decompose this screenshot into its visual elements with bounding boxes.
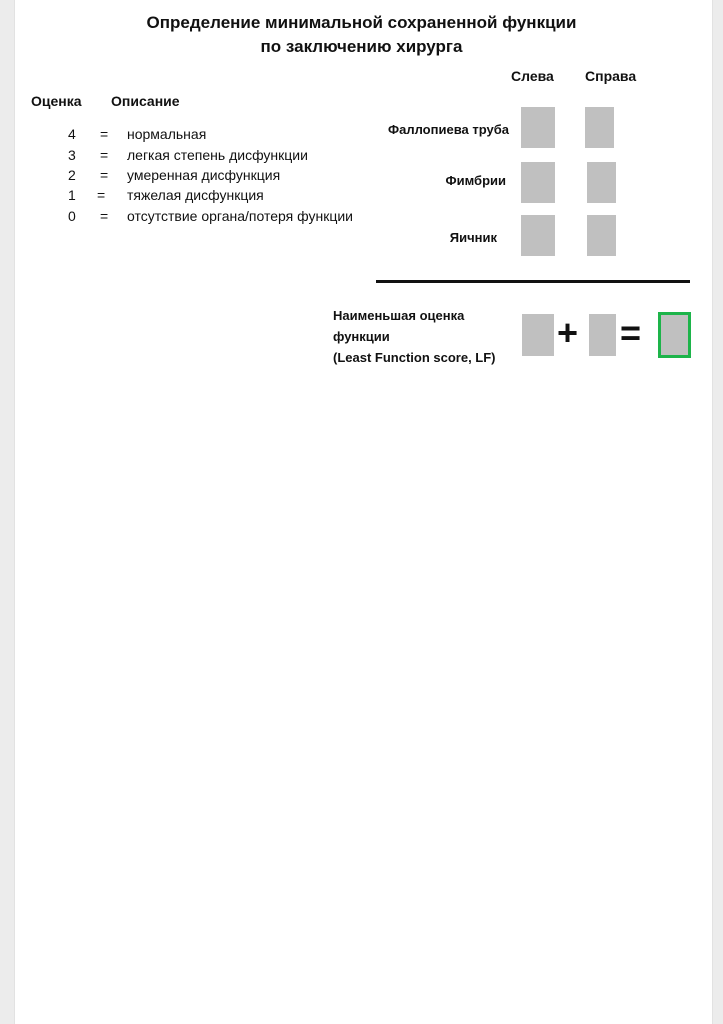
legend-equals: = xyxy=(97,187,106,203)
legend-description: нормальная xyxy=(127,126,207,142)
legend-description-header: Описание xyxy=(111,93,180,109)
legend-score-header: Оценка xyxy=(31,93,82,109)
legend-score: 1 xyxy=(68,187,76,203)
equals-sign: = xyxy=(620,312,642,353)
score-box-ovary-left[interactable] xyxy=(521,215,555,256)
column-header-left: Слева xyxy=(511,68,554,84)
legend-score: 0 xyxy=(68,208,76,224)
legend-description: умеренная дисфункция xyxy=(127,167,281,183)
legend-score: 4 xyxy=(68,126,76,142)
lf-label-line2: функции xyxy=(333,329,390,344)
lf-box-right[interactable] xyxy=(589,314,616,356)
score-box-ovary-right[interactable] xyxy=(587,215,616,256)
section-divider xyxy=(376,280,690,283)
organ-label-fallopian-tube: Фаллопиева труба xyxy=(388,122,509,137)
score-box-fallopian-right[interactable] xyxy=(585,107,614,148)
score-box-fallopian-left[interactable] xyxy=(521,107,555,148)
legend-description: легкая степень дисфункции xyxy=(127,147,308,163)
legend-description: отсутствие органа/потеря функции xyxy=(127,208,353,224)
legend-equals: = xyxy=(100,147,109,163)
legend-score: 3 xyxy=(68,147,76,163)
column-header-right: Справа xyxy=(585,68,637,84)
legend-equals: = xyxy=(100,167,109,183)
organ-label-ovary: Яичник xyxy=(449,230,497,245)
score-box-fimbriae-right[interactable] xyxy=(587,162,616,203)
legend-equals: = xyxy=(100,126,109,142)
legend-score: 2 xyxy=(68,167,76,183)
page-subtitle: по заключению хирурга xyxy=(260,37,463,56)
page-title: Определение минимальной сохраненной функции xyxy=(146,13,577,32)
legend-description: тяжелая дисфункция xyxy=(127,187,264,203)
document-page xyxy=(14,0,713,1024)
lf-result-box[interactable] xyxy=(658,312,691,358)
lf-label-line1: Наименьшая оценка xyxy=(333,308,465,323)
lf-label-line3: (Least Function score, LF) xyxy=(333,350,496,365)
legend-equals: = xyxy=(100,208,109,224)
organ-label-fimbriae: Фимбрии xyxy=(445,173,506,188)
plus-sign: + xyxy=(557,312,579,353)
score-box-fimbriae-left[interactable] xyxy=(521,162,555,203)
lf-box-left[interactable] xyxy=(522,314,554,356)
